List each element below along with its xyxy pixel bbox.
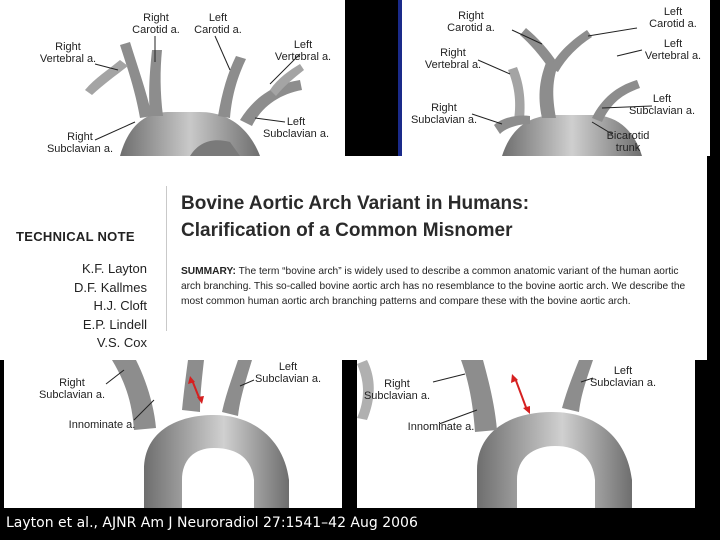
author: V.S. Cox: [96, 335, 147, 350]
label-right-vertebral: Right Vertebral a.: [424, 47, 482, 71]
label-left-vertebral: Left Vertebral a.: [644, 38, 702, 62]
diagram-panel-bottom-right: [357, 360, 695, 508]
diagram-panel-top-right: [398, 0, 710, 156]
article-title: [181, 190, 529, 244]
label-right-carotid: Right Carotid a.: [132, 12, 180, 36]
label-innominate: Innominate a.: [68, 419, 136, 431]
label-right-subclavian: Right Subclavian a.: [410, 102, 478, 126]
label-left-carotid: Left Carotid a.: [194, 12, 242, 36]
label-left-subclavian: Left Subclavian a.: [262, 116, 330, 140]
author: D.F. Kallmes: [74, 279, 147, 295]
label-left-subclavian: Left Subclavian a.: [628, 93, 696, 117]
summary-text: The term “bovine arch” is widely used to describe a common anatomic variant of the human aortic arch branching. This so-called bovine aortic arch has no resemblance to the bovine aortic arch. We describe the most common human aortic arch branching patterns and compare these with the bovine aortic arch.: [181, 266, 686, 307]
summary: [181, 265, 691, 309]
label-right-subclavian: Right Subclavian a.: [363, 378, 431, 402]
author: H.J. Cloft: [93, 298, 147, 313]
label-bicarotid-trunk: Bicarotid trunk: [606, 130, 650, 154]
article-title-line-1: Bovine Aortic Arch Variant in Humans:: [181, 193, 530, 214]
author-list: [74, 260, 147, 353]
label-left-vertebral: Left Vertebral a.: [274, 39, 332, 63]
label-right-carotid: Right Carotid a.: [447, 10, 495, 34]
label-right-subclavian: Right Subclavian a.: [46, 131, 114, 155]
section-label: TECHNICAL NOTE: [16, 229, 135, 244]
diagram-panel-bottom-left: [4, 360, 342, 508]
diagram-panel-top-left: [0, 0, 345, 156]
citation-text: Layton et al., AJNR Am J Neuroradiol 27:1541–42 Aug 2006: [6, 515, 418, 531]
label-left-carotid: Left Carotid a.: [649, 6, 697, 30]
label-innominate: Innominate a.: [407, 421, 475, 433]
label-right-vertebral: Right Vertebral a.: [39, 41, 97, 65]
citation-bar: [0, 508, 720, 540]
label-left-subclavian: Left Subclavian a.: [589, 365, 657, 389]
author: K.F. Layton: [81, 261, 147, 276]
summary-label: SUMMARY:: [181, 266, 236, 277]
article-header: [0, 156, 707, 360]
label-left-subclavian: Left Subclavian a.: [254, 361, 322, 385]
divider: [166, 186, 167, 331]
label-right-subclavian: Right Subclavian a.: [38, 377, 106, 401]
author: E.P. Lindell: [82, 316, 147, 332]
article-title-line-2: Clarification of a Common Misnomer: [181, 220, 513, 241]
